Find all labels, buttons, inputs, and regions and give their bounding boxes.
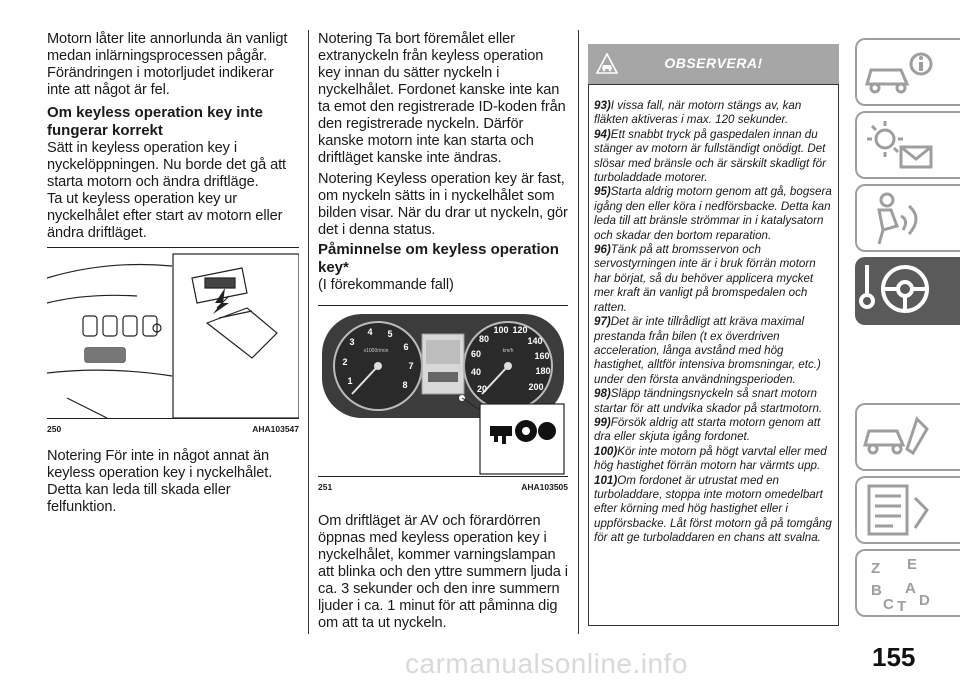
index-letter: A (905, 580, 916, 597)
tacho-tick-1: 1 (347, 376, 353, 386)
insert-key-paragraph: Sätt in keyless operation key i nyckelöppningen. Nu borde det gå att starta motorn och ändra driftläge. (47, 140, 286, 190)
if-applicable-text: (I förekommande fall) (318, 277, 454, 293)
tacho-tick-4: 4 (367, 327, 373, 337)
speedo-tick-100: 100 (493, 325, 509, 335)
column-divider-2 (578, 30, 579, 634)
note-93: 93)I vissa fall, när motorn stängs av, kan fläkten aktiveras i max. 120 sekunder. (594, 99, 802, 127)
tab-dashboard-lights[interactable] (855, 111, 960, 179)
tab-emergency[interactable] (855, 403, 960, 471)
car-wrench-icon (857, 405, 947, 469)
figure-250 (47, 247, 299, 434)
speedo-tick-20: 20 (476, 384, 488, 394)
intro-paragraph: Motorn låter lite annorlunda än vanligt medan inlärningsprocessen pågår. Förändringen i motorljudet indikerar inte att något är fel. (47, 31, 288, 98)
figure-code: AHA103505 (521, 482, 568, 492)
speedo-tick-180: 180 (535, 366, 551, 376)
dashboard-warning-light-icon (857, 113, 947, 177)
speedo-tick-60: 60 (470, 349, 482, 359)
note-paragraph: Notering För inte in något annat än keyless operation key i nyckelhålet. Detta kan leda till skada eller felfunktion. (47, 448, 273, 515)
tacho-tick-6: 6 (403, 342, 409, 352)
note-96: 96)Tänk på att bromsservon och servostyrningen inte är i bruk förrän motorn har börjat, så du behöver applicera mycket mer kraft än vanligt på bromspedalen och ratten. (594, 243, 816, 314)
note-98: 98)Släpp tändningsnyckeln så snart motorn startar för att undvika skador på startmotorn. (594, 387, 823, 415)
index-letter: D (919, 592, 930, 609)
tacho-unit-label: x1000r/min (363, 348, 389, 354)
tacho-tick-2: 2 (342, 357, 348, 367)
section-heading-reminder: Påminnelse om keyless operation key* (318, 241, 559, 276)
tab-maintenance[interactable] (855, 476, 960, 544)
column-divider-1 (308, 30, 309, 634)
speedo-tick-160: 160 (534, 351, 550, 361)
remove-object-paragraph: Notering Ta bort föremålet eller extranyckeln från keyless operation key innan du sätter nyckeln i nyckelhålet. Fordonet kanske inte kan ta emot den registrerade ID-koden från den registrerade nyckeln. Därför kanske motorn inte kan starta och driftläget kanske inte ändras. (318, 31, 566, 166)
note-101: 101)Om fordonet är utrustat med en turboladdare, stoppa inte motorn omedelbart efter körning med hög hastighet eller i uppförsbacke. Låt först motorn gå på tomgång för att ge turboladdaren en chans att svalna. (594, 473, 832, 545)
speedo-unit-label: km/h (502, 348, 514, 354)
index-letter: C (883, 596, 894, 613)
speedo-tick-120: 120 (512, 325, 528, 335)
figure-code: AHA103547 (252, 424, 299, 434)
tab-safety[interactable] (855, 184, 960, 252)
figure-number: 251 (318, 482, 333, 492)
index-letter: Z (871, 560, 881, 577)
page-number: 155 (872, 642, 916, 672)
note-95: 95)Starta aldrig motorn genom att gå, bogsera igång den eller köra i nedförsbacke. Detta kan leda till att bränsle strömmar in i katalysatorn och skadar den bortom reparation. (594, 185, 832, 242)
speedo-tick-200: 200 (528, 382, 544, 392)
car-info-icon (857, 40, 947, 104)
tacho-tick-3: 3 (349, 337, 355, 347)
watermark: carmanualsonline.info (405, 648, 688, 679)
speedo-tick-140: 140 (527, 336, 543, 346)
index-letter: B (871, 582, 882, 599)
reminder-paragraph: Om driftläget är AV och förardörren öppnas med keyless operation key i nyckelhålet, kommer varningslampan att blinka och den yttre summern ljuda i ca. 3 sekunder och den inre summern ljuder i ca. 1 minut för att påminna dig om att ta ut nyckeln. (318, 513, 568, 631)
key-fixed-paragraph: Notering Keyless operation key är fast, om nyckeln sätts in i nyckelhålet som bilden visar. När du drar ut nyckeln, gör det i denna status. (318, 171, 568, 238)
note-97: 97)Det är inte tillrådligt att kräva maximal prestanda från bilen (t ex överdriven acceleration, långa avstånd med hög hastighet, alltför intensiva bromsningar, etc.) under den första användningsperioden. (594, 315, 821, 386)
alphabetical-index-icon (857, 551, 947, 615)
key-steering-wheel-icon (855, 257, 945, 321)
maintenance-list-icon (857, 478, 947, 542)
tacho-tick-8: 8 (402, 380, 408, 390)
remove-key-paragraph: Ta ut keyless operation key ur nyckelhålet efter start av motorn eller ändra driftläget. (47, 191, 283, 241)
speedo-tick-40: 40 (470, 367, 482, 377)
note-94: 94)Ett snabbt tryck på gaspedalen innan du stänger av motorn är fullständigt onödigt. Det slösar med bränsle och är särskilt skadligt för turboladdade motorer. (594, 127, 826, 185)
index-letter: E (907, 556, 918, 573)
tab-starting-driving[interactable] (855, 257, 960, 325)
figure-250-caption (47, 424, 299, 434)
tab-car-info[interactable] (855, 38, 960, 106)
tacho-tick-7: 7 (408, 361, 414, 371)
observera-notes (588, 84, 839, 626)
key-slot-illustration (47, 248, 299, 418)
observera-header (588, 44, 839, 84)
note-99: 99)Försök aldrig att starta motorn genom att dra eller skjuta igång fordonet. (594, 415, 821, 444)
note-100: 100)Kör inte motorn på högt varvtal eller med hög hastighet förrän motorn har värmts upp. (594, 444, 827, 473)
instrument-cluster-illustration (318, 306, 568, 476)
airbag-passenger-icon (857, 186, 947, 250)
tacho-tick-5: 5 (387, 329, 393, 339)
figure-251 (318, 305, 568, 492)
section-heading-key-malfunction: Om keyless operation key inte fungerar korrekt (47, 104, 263, 139)
speedo-tick-80: 80 (478, 334, 490, 344)
tab-index[interactable] (855, 549, 960, 617)
index-letter: T (897, 598, 907, 615)
figure-number: 250 (47, 424, 62, 434)
observera-title: OBSERVERA! (664, 55, 763, 71)
figure-251-caption (318, 482, 568, 492)
